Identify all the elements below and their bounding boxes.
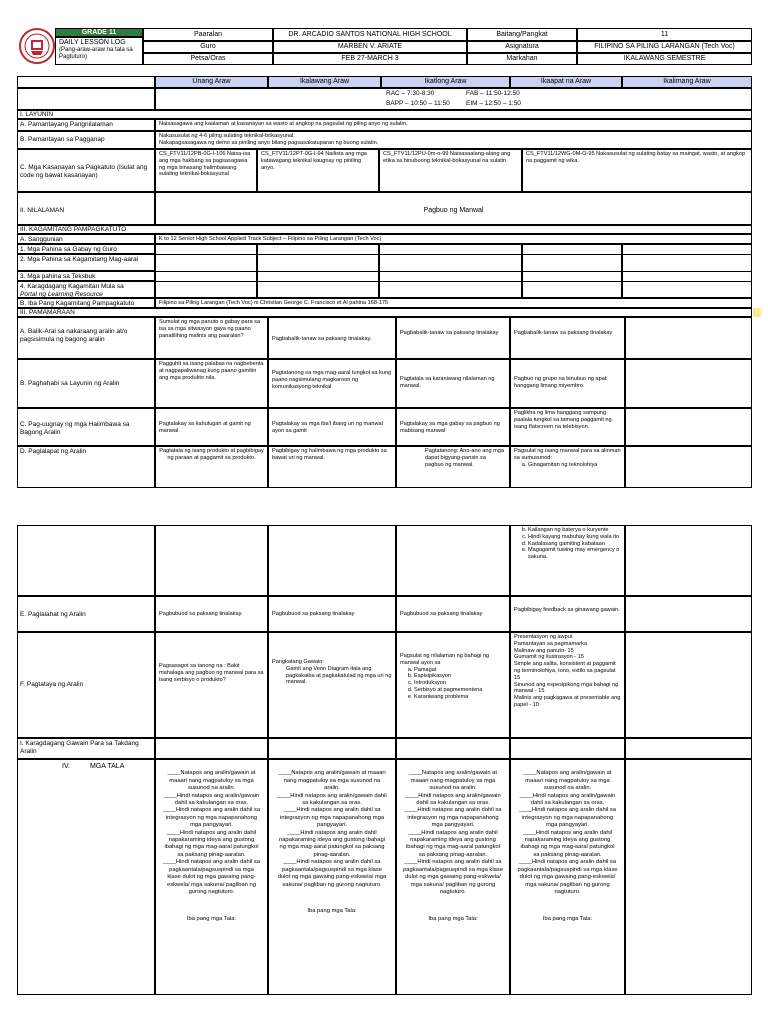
section-2-title: II. NILALAMAN — [17, 192, 155, 225]
row-e-day2: Pagbubuod sa paksang tinalakay — [268, 596, 396, 632]
row-i-label: I. Karagdagang Gawain Para sa Takdang Aralin — [17, 738, 155, 759]
row-b-day5 — [625, 359, 752, 408]
row-e-day1: Pagbubuod sa paksang tinalakay. — [155, 596, 268, 632]
row-d-day4-text: Pagsulat ng isang manwal para sa alinman sa sumusunod: — [514, 448, 621, 461]
day-header-blank — [17, 76, 155, 88]
rubric-line: Gumamit ng ilustrasyon - 15 — [514, 654, 584, 661]
row-d-cont-day5 — [625, 525, 752, 596]
row-d-cont-day2 — [268, 525, 396, 596]
notes-body: ____Natapos ang aralin/gawain at maaari nang magpatuloy sa mga susunod na aralin. ____Hindi natapos ang aralin/gawain dahil sa kakulangan sa oras. ____Hindi natapos ang aralin dahil sa integrasyon ng mga napapanahong mga pangyayari. ____Hindi natapos ang aralin dahil napakaraming ideya ang gustong ibahagi ng mga mag-aaral patungkol sa paksang pinag-aaralan. ____Hindi natapos ang aralin dahil sa pagkaantala/pagsuspindi sa mga klase dulot ng mga gawaing pang-eskwela/ mga sakuna/ pagliban ng gurong nagtuturo. — [277, 770, 387, 888]
row-c-day1: Pagtalakay sa kahulugan at gamit ng manwal — [155, 408, 268, 446]
section-3b-text: Filipino sa Piling Larangan (Tech Voc) ni Christian George C. Francisco et Al pahina 168-175 — [155, 298, 752, 308]
section-3-r2: 2. Mga Pahina sa Kagamitang Mag-aaral — [17, 254, 155, 271]
row-d-cont-day1 — [155, 525, 268, 596]
section-1c-day3: CS_FTV11/12PU-0m-o-99 Naisasaalang-alang ang etika sa binubuong teknikal-bokasyunal na sulatin. — [379, 149, 522, 192]
row-f-day5 — [625, 632, 752, 738]
row-c-day3: Pagtalakay sa mga gabay sa pagbuo ng mabisang manwal — [396, 408, 510, 446]
section-1a-label: A. Pamantayang Pangnilalaman — [17, 119, 155, 131]
grade-level-label: Baitang/Pangkat — [467, 28, 577, 41]
notes-body: ____Natapos ang aralin/gawain at maaari nang magpatuloy sa mga susunod na aralin. ____Hindi natapos ang aralin/gawain dahil sa kakulangan sa oras. ____Hindi natapos ang aralin dahil sa integrasyon ng mga napapanahong mga pangyayari. ____Hindi natapos ang aralin dahil napakaraming ideya ang gustong ibahagi ng mga mag-aaral patungkol sa paksang pinag-aaralan. ____Hindi natapos ang aralin dahil sa pagkaantala/pagsuspindi sa mga klase dulot ng mga gawaing pang-eskwela/ mga sakuna/ pagliban ng gurong nagtuturo. — [517, 770, 618, 895]
list-item: c. Hindi kayang mabuhay kung wala ito — [528, 534, 621, 541]
schedule-cell — [155, 88, 752, 110]
row-f-day1: Pagsasagot sa tanong na : Bakit mahalaga ang pagbuo ng manwal para sa isang serbisyo o produkto? — [155, 632, 268, 738]
row-a-label: A. Balik-Aral sa nakaraang aralin at/o pagsisimula ng bagong aralin — [17, 317, 155, 359]
quarter-value: IKALAWANG SEMESTRE — [577, 53, 752, 65]
row-a-day2: Pagbabalik-tanaw sa paksang tinalakay. — [268, 317, 396, 359]
row-d-cont-label — [17, 525, 155, 596]
row-d-day3: Pagtatanong: Ano-ano ang mga dapat bigyang-pansin sa pagbuo ng manwal. — [396, 446, 510, 488]
row-c-day4: Paglikha ng lima hanggang sampung paalala tungkol sa tamang paggamit ng isang flatscreen na telebisyon. — [510, 408, 625, 446]
row-b-label: B. Paghahabi sa Layunin ng Aralin — [17, 359, 155, 408]
notes-body: ____Natapos ang aralin/gawain at maaari nang magpatuloy sa mga susunod na aralin. ____Hindi natapos ang aralin/gawain dahil sa kakulangan sa oras. ____Hindi natapos ang aralin dahil sa integrasyon ng mga napapanahong mga pangyayari. ____Hindi natapos ang aralin dahil napakaraming ideya ang gustong ibahagi ng mga mag-aaral patungkol sa paksang pinag-aaralan. ____Hindi natapos ang aralin dahil sa pagkaantala/pagsuspindi sa mga klase dulot ng mga gawaing pang-eskwela/ mga sakuna/ pagliban ng gurong nagtuturo. — [403, 770, 503, 895]
row-d-label: D. Paglalapat ng Aralin — [17, 446, 155, 488]
row-d-day4-list-cont — [514, 527, 621, 561]
header-logo — [17, 27, 57, 65]
section-1c-day2: CS_FTV11/12PT-0G-I-94 Nailista ang mga katawagang teknikal kaugnay ng piniling anyo. — [257, 149, 379, 192]
schedule-blank — [17, 88, 155, 110]
list-item: b. Kailangan ng baterya o kuryente — [528, 527, 621, 534]
row-b-day3: Pagtatala sa karaniwang nilalaman ng manwal. — [396, 359, 510, 408]
day-header-5: Ikalimang Araw — [622, 76, 752, 88]
list-item: d. Kadalasang gamiting kabataan — [528, 541, 621, 548]
schedule-line2a: BAPP – 10:50 – 11:50 — [386, 100, 450, 107]
form-title-box — [55, 37, 143, 65]
row-b-day1: Pagguhit sa isang palabas na nagbebenta at nagpapaliwanag kung paano gamitin ang mga produkto nila. — [155, 359, 268, 408]
row-d-day5 — [625, 446, 752, 488]
section-1c-day1: CS_FTV11/12PB-0G-I-106 Naisa-isa ang mga hakbang sa pagsasagawa ng mga binasang halimbawang sulating teknikal-bokasyunal — [155, 149, 257, 192]
notes-day2 — [268, 759, 396, 995]
notes-other: Iba pang mga Tala: — [428, 915, 478, 922]
row-a-day5 — [625, 317, 752, 359]
row-b-day4: Pagbuo ng grupo na binubuo ng apat hanggang limang miyembro. — [510, 359, 625, 408]
section-1b-label: B. Pamantayan sa Pagganap — [17, 131, 155, 149]
section-1b-text1: Nakasusulat ng 4-6 piling sulating teknikal-bokasyunal. — [159, 133, 295, 139]
row-c-day2: Pagtalakay sa mga iba't ibang uri ng manwal ayon sa gamit — [268, 408, 396, 446]
list-item: c. Introduksyon — [414, 680, 506, 687]
row-i-day1 — [155, 738, 268, 759]
quarter-label: Markahan — [467, 53, 577, 65]
section-3-r4a: 4. Karagdagang Kagamitan Mula sa — [20, 283, 124, 290]
section-3a-text: K to 12 Senior High School Applied Track Subject – Filipino sa Piling Larangan (Tech Voc) — [155, 234, 752, 244]
row-a-day1: Sumulat ng mga panuto o gabay para sa isa sa mga sitwasyon gaya ng paano panatilihing malinis ang paaralan? — [155, 317, 268, 359]
list-item: e. Magagamit tuwing may emergency o sakuna. — [528, 547, 621, 561]
notes-day1 — [155, 759, 268, 995]
row-i-day2 — [268, 738, 396, 759]
rubric-line: Malinis ang pagkagawa at presentable ang papel - 10 — [514, 695, 621, 708]
school-label: Paaralan — [143, 28, 273, 41]
notes-day4 — [510, 759, 625, 995]
teacher-value: MARBEN V. ARIATE — [273, 41, 467, 53]
form-subtitle: (Pang-araw-araw na tala sa Pagtuturo) — [59, 47, 133, 60]
teacher-label: Guro — [143, 41, 273, 53]
section-3-r4 — [17, 281, 155, 298]
schedule-line1a: RAC – 7:30-8:30 — [386, 90, 435, 97]
row-f-day4 — [510, 632, 625, 738]
rubric-line: Simple ang salita, konsistent at paggamit ng terminolohiya, tono, estilo sa pagsulat 15 — [514, 661, 616, 681]
list-item: d. Serbisyo at pagmementena — [414, 687, 506, 694]
section-2-content: Pagbuo ng Manwal — [423, 207, 484, 214]
form-title: DAILY LESSON LOG — [59, 39, 126, 46]
rubric-line: Sinunod ang espesipikong mga bahagi ng manwal - 15 — [514, 681, 619, 695]
section-1a-text: Naisasagawa ang kaalaman at kasanayan sa wasto at angkop na pagsulat ng piling anyo ng sulatin. — [155, 119, 752, 131]
row-c-day5 — [625, 408, 752, 446]
notes-number: IV. — [62, 763, 70, 770]
notes-day3 — [396, 759, 510, 995]
row-f-day3-list — [400, 667, 506, 701]
notes-body: ____Natapos ang aralin/gawain at maaari nang magpatuloy sa mga susunod na aralin. ____Hindi natapos ang aralin/gawain dahil sa kakulangan sa oras. ____Hindi natapos ang aralin dahil sa integrasyon ng mga napapanahong mga pangyayari. ____Hindi natapos ang aralin dahil napakaraming ideya ang gustong ibahagi ng mga mag-aaral patungkol sa paksang pinag-aaralan. ____Hindi natapos ang aralin dahil sa pagkaantala/pagsuspindi sa mga klase dulot ng mga gawaing pang-eskwela/ mga sakuna/ pagliban ng gurong nagtuturo. — [162, 770, 260, 895]
section-3-r4b: Portal ng Learning Resource — [20, 290, 103, 298]
row-d-cont-day3 — [396, 525, 510, 596]
row-f-day2 — [268, 632, 396, 738]
grade-level-value: 11 — [577, 28, 752, 41]
row-e-day5 — [625, 596, 752, 632]
day-header-3: Ikatlong Araw — [381, 76, 510, 88]
schedule-line2b: EIM – 12:50 – 1:50 — [466, 100, 521, 107]
rubric-line: Pamantayan sa pagmamarka — [514, 640, 588, 647]
list-item: a. Pamagat — [414, 667, 506, 674]
row-i-day5 — [625, 738, 752, 759]
list-item: a. Ginagamitan ng teknolohiya — [528, 462, 621, 469]
section-3-title: III. KAGAMITANG PAMPAGKATUTO — [17, 225, 752, 234]
notes-other: Iba pang mga Tala: — [542, 915, 593, 922]
section-4-title: III. PAMAMARAAN — [17, 308, 752, 317]
date-value: FEB 27-MARCH 3 — [273, 53, 467, 65]
section-1-title: I. LAYUNIN — [17, 110, 752, 119]
row-f-day3-intro: Pagsulat ng nilalaman ng bahagi ng manwal ayon sa — [400, 653, 489, 666]
section-3b-label: B. Iba Pang Kagamitang Pampagkatuto — [17, 298, 155, 308]
section-1b-text-box — [155, 131, 752, 149]
schedule-line1b: FAB – 11:50-12:50 — [466, 90, 520, 97]
rubric-line: Presentasyon ng awput — [514, 634, 573, 640]
rubric-line: Malinaw ang panuto- 15 — [514, 647, 574, 654]
section-1b-text2: Nakapagsasagawa ng demo sa piniling anyo bilang pagsasakatuparan ng buong sulatin. — [159, 139, 379, 146]
row-a-day4: Pagbabalik-tanaw sa paksang tinalakay — [510, 317, 625, 359]
row-d-day2: Pagbibigay ng halimbawa ng mga produkto sa bawat uri ng manwal. — [268, 446, 396, 488]
row-d-day4-list — [514, 462, 621, 469]
row-i-day4 — [510, 738, 625, 759]
notes-title: MGA TALA — [90, 763, 125, 770]
subject-label: Asignatura — [467, 41, 577, 53]
day-header-2: Ikalawang Araw — [268, 76, 381, 88]
row-e-day4: Pagbibigay feedback sa ginawang gawain. — [510, 596, 625, 632]
row-f-day2-text: Gamit ang Venn Diagram itala ang pagkakaiba at pagkakatulad ng mga uri ng manwal. — [286, 665, 392, 686]
day-header-4: Ikaapat na Araw — [510, 76, 622, 88]
subject-value: FILIPINO SA PILING LARANGAN (Tech Voc) — [577, 41, 752, 53]
row-c-label: C. Pag-uugnay ng mga Halimbawa sa Bagong Aralin — [17, 408, 155, 446]
day-header-1: Unang Araw — [155, 76, 268, 88]
row-e-day3: Pagbubuod sa paksang tinalakay — [396, 596, 510, 632]
section-3a-label: A. Sanggunian — [17, 234, 155, 244]
grade-label: GRADE 11 — [55, 28, 143, 37]
list-item: b. Espisipikasyon — [414, 673, 506, 680]
row-b-day2: Pagtatanong sa mga mag-aaral tungkol sa kung paano nagsimulang magkaroon ng komunikasyong teknikal — [268, 359, 396, 408]
notes-day5 — [625, 759, 752, 995]
notes-other: Iba pang mga Tala: — [186, 915, 237, 922]
row-d-cont-day4 — [510, 525, 625, 596]
date-label: Petsa/Oras — [143, 53, 273, 65]
row-e-label: E. Paglalahat ng Aralin — [17, 596, 155, 632]
notes-other: Iba pang mga Tala: — [307, 908, 357, 915]
row-a-day3: Pagbabalik-tanaw sa paksang tinalakay — [396, 317, 510, 359]
section-1c-label: C. Mga Kasanayan sa Pagkatuto (Isulat ang code ng bawat kasanayan) — [17, 149, 155, 192]
row-d-day1: Pagtatala ng isang produkto at pagbibigay ng paraan at paggamit sa produkto. — [155, 446, 268, 488]
list-item: e. Karaniwang problema — [414, 694, 506, 701]
row-i-day3 — [396, 738, 510, 759]
notes-label — [17, 759, 155, 995]
row-f-day2-title: Pangkatang Gawain: — [272, 659, 324, 665]
row-f-day3 — [396, 632, 510, 738]
school-value: DR. ARCADIO SANTOS NATIONAL HIGH SCHOOL — [273, 28, 467, 41]
section-2-content-cell — [155, 192, 752, 225]
deped-seal-icon — [17, 27, 57, 65]
section-1c-day4: CS_FTV11/12WG-0M-O-95 Nakasusulat ng sulating batay sa maingat, wasto, at angkop na paggamit ng wika. — [522, 149, 752, 192]
row-f-label: F. Pagtataya ng Aralin — [17, 632, 155, 738]
section-3-r1: 1. Mga Pahina sa Gabay ng Guro — [17, 244, 155, 254]
section-3-r3: 3. Mga pahina sa Teksbuk — [17, 271, 155, 281]
row-d-day4 — [510, 446, 625, 488]
